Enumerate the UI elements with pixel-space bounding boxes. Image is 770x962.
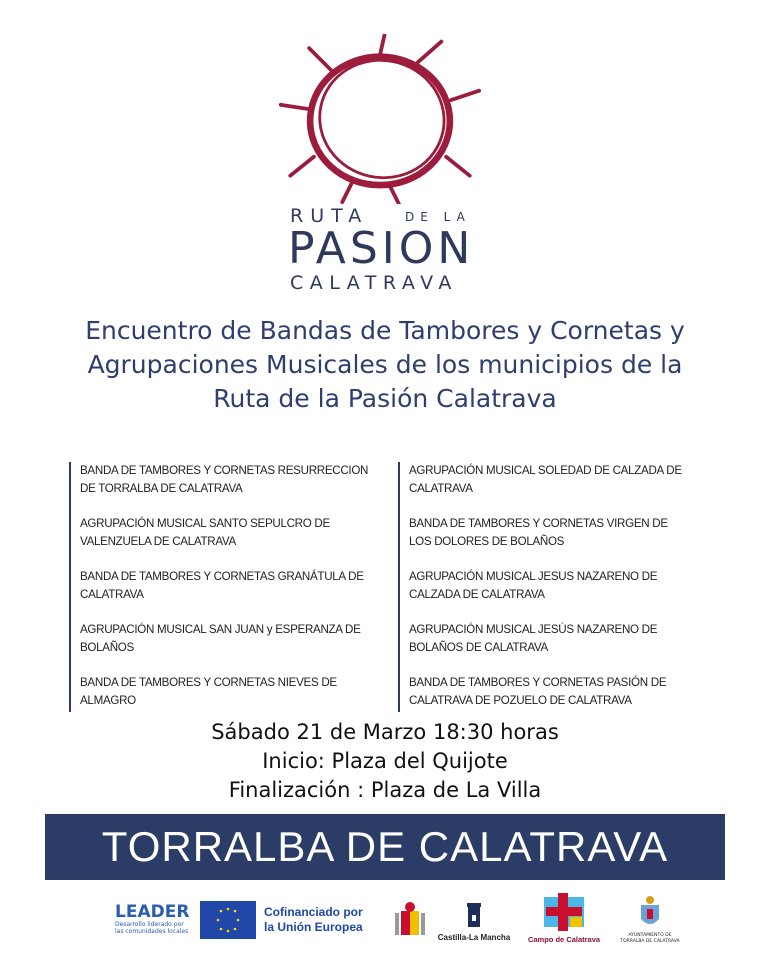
band-name: AGRUPACIÓN MUSICAL SAN JUAN y ESPERANZA DE	[80, 623, 361, 636]
list-item	[409, 568, 720, 621]
band-name: VALENZUELA DE CALATRAVA	[80, 535, 236, 548]
title-line: Encuentro de Bandas de Tambores y Cornetas y	[85, 316, 685, 345]
band-name: BANDA DE TAMBORES Y CORNETAS PASIÓN DE	[409, 676, 667, 689]
leader-logo	[115, 903, 189, 935]
spain-coat-of-arms-icon	[393, 901, 427, 941]
band-name: BOLAÑOS	[80, 641, 134, 654]
leader-title: LEADER	[115, 902, 190, 922]
band-name: LOS DOLORES DE BOLAÑOS	[409, 535, 565, 548]
leader-sub: Desarrollo liderado por	[115, 921, 184, 928]
event-end: Finalización : Plaza de La Villa	[228, 778, 542, 802]
band-name: DE TORRALBA DE CALATRAVA	[80, 482, 243, 495]
castle-icon	[464, 901, 484, 929]
band-name: CALATRAVA	[409, 482, 473, 495]
band-name: CALATRAVA	[80, 588, 144, 601]
eu-flag-icon	[200, 901, 256, 939]
band-name: BANDA DE TAMBORES Y CORNETAS RESURRECCION	[80, 464, 369, 477]
list-item	[80, 568, 391, 621]
title-line: Agrupaciones Musicales de los municipios de la	[87, 350, 683, 379]
event-start: Inicio: Plaza del Quijote	[262, 749, 508, 773]
band-name: AGRUPACIÓN MUSICAL SOLEDAD DE CALZADA DE	[409, 464, 682, 477]
band-name: CALZADA DE CALATRAVA	[409, 588, 545, 601]
band-name: AGRUPACIÓN MUSICAL SANTO SEPULCRO DE	[80, 517, 330, 530]
eu-line: la Unión Europea	[264, 920, 363, 934]
logo-ruta: RUTA	[290, 205, 369, 227]
bands-list-right	[398, 462, 720, 712]
sponsor-logos	[0, 893, 770, 953]
list-item	[409, 515, 720, 568]
band-name: CALATRAVA DE POZUELO DE CALATRAVA	[409, 694, 632, 707]
band-name: AGRUPACIÓN MUSICAL JESÚS NAZARENO DE	[409, 623, 658, 636]
eu-line: Cofinanciado por	[264, 905, 363, 919]
list-item	[80, 515, 391, 568]
campo-cross-icon	[540, 893, 588, 931]
band-name: BANDA DE TAMBORES Y CORNETAS NIEVES DE	[80, 676, 337, 689]
castilla-la-mancha-logo	[432, 901, 516, 943]
torralba-shield-icon	[639, 895, 661, 929]
list-item	[80, 621, 391, 674]
crown-of-thorns-logo	[270, 34, 490, 204]
band-name: ALMAGRO	[80, 694, 136, 707]
band-name: BANDA DE TAMBORES Y CORNETAS GRANÁTULA DE	[80, 570, 364, 583]
event-date: Sábado 21 de Marzo 18:30 horas	[211, 720, 559, 744]
bands-list-left	[69, 462, 391, 712]
list-item	[409, 621, 720, 674]
logo-de-la: DE LA	[405, 210, 471, 224]
eu-text	[264, 905, 363, 935]
event-info	[0, 718, 770, 805]
town-banner: TORRALBA DE CALATRAVA	[45, 814, 725, 880]
campo-de-calatrava-logo	[522, 893, 606, 945]
leader-sub: las comunidades locales	[115, 928, 189, 935]
logo-calatrava: CALATRAVA	[290, 272, 458, 294]
band-name: BANDA DE TAMBORES Y CORNETAS VIRGEN DE	[409, 517, 668, 530]
band-name: AGRUPACIÓN MUSICAL JESUS NAZARENO DE	[409, 570, 658, 583]
campo-label: Campo de Calatrava	[527, 935, 601, 944]
list-item	[409, 462, 720, 515]
ayuntamiento-logo	[612, 895, 688, 945]
logo-pasion: PASION	[288, 223, 475, 274]
ayto-line: AYUNTAMIENTO DE	[628, 933, 672, 938]
clm-label: Castilla-La Mancha	[437, 933, 511, 942]
ayto-line: TORRALBA DE CALATRAVA	[620, 939, 680, 944]
page-title	[0, 314, 770, 416]
title-line: Ruta de la Pasión Calatrava	[213, 384, 557, 413]
band-name: BOLAÑOS DE CALATRAVA	[409, 641, 548, 654]
list-item	[80, 462, 391, 515]
